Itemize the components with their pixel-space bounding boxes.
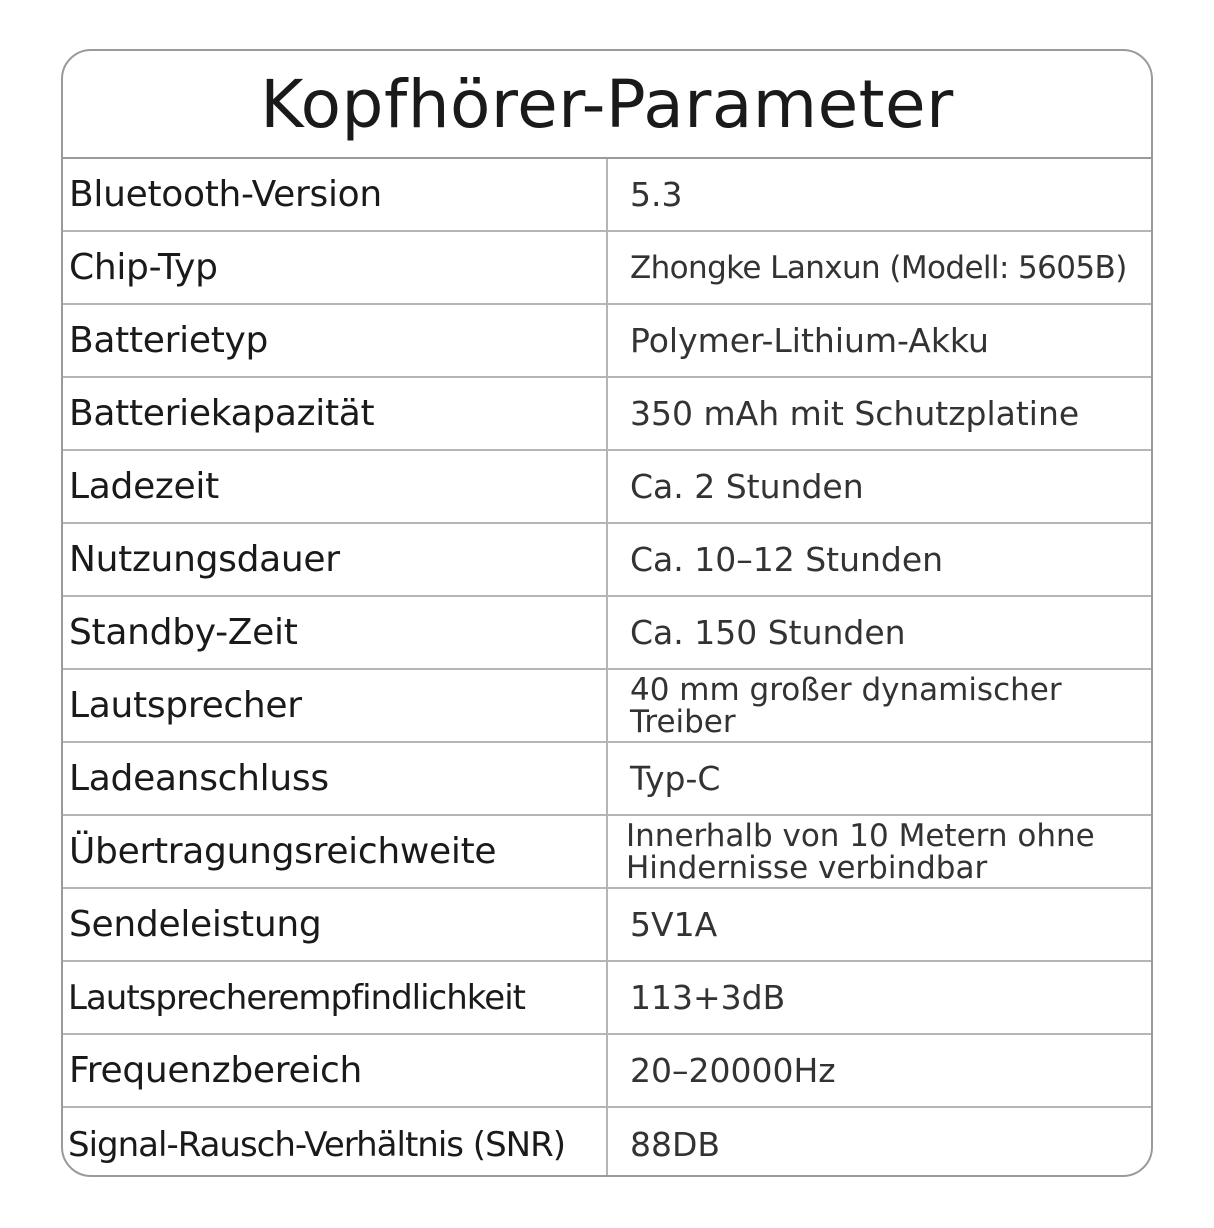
spec-row-standby-time: [63, 597, 1151, 670]
spec-row-battery-capacity: [63, 378, 1151, 451]
page-title: Kopfhörer-Parameter: [63, 51, 1151, 159]
spec-label: Bluetooth-Version: [63, 159, 608, 230]
spec-label: Nutzungsdauer: [63, 524, 608, 595]
spec-label: Chip-Typ: [63, 232, 608, 303]
spec-value: Typ-C: [630, 758, 721, 798]
spec-value: 113+3dB: [630, 977, 786, 1017]
spec-value: 350 mAh mit Schutzplatine: [630, 393, 1080, 433]
spec-value: Ca. 150 Stunden: [630, 612, 906, 652]
spec-value: 20–20000Hz: [630, 1050, 836, 1090]
spec-row-battery-type: [63, 305, 1151, 378]
spec-value: Polymer-Lithium-Akku: [630, 320, 989, 360]
spec-label: Lautsprecher: [63, 670, 608, 741]
spec-row-charging-port: [63, 743, 1151, 816]
spec-value: Ca. 10–12 Stunden: [630, 539, 944, 579]
spec-label: Standby-Zeit: [63, 597, 608, 668]
spec-value: 88DB: [630, 1124, 721, 1164]
spec-row-frequency-range: [63, 1035, 1151, 1108]
spec-card: [61, 49, 1153, 1177]
spec-label: Ladezeit: [63, 451, 608, 522]
spec-label: Sendeleistung: [63, 889, 608, 960]
spec-value: 5V1A: [630, 904, 718, 944]
spec-value: 5.3: [630, 174, 683, 214]
spec-row-speaker: [63, 670, 1151, 743]
spec-row-chip-type: [63, 232, 1151, 305]
spec-table: [63, 159, 1151, 1175]
spec-label: Lautsprecherempfindlichkeit: [63, 962, 608, 1033]
spec-row-usage-time: [63, 524, 1151, 597]
spec-row-speaker-sensitivity: [63, 962, 1151, 1035]
spec-row-transmission-range: [63, 816, 1151, 889]
spec-value: Zhongke Lanxun (Modell: 5605B): [630, 249, 1127, 286]
spec-row-snr: [63, 1108, 1151, 1177]
spec-value: Ca. 2 Stunden: [630, 466, 864, 506]
spec-row-bluetooth-version: [63, 159, 1151, 232]
spec-label: Ladeanschluss: [63, 743, 608, 814]
spec-row-transmit-power: [63, 889, 1151, 962]
spec-label: Batteriekapazität: [63, 378, 608, 449]
spec-row-charging-time: [63, 451, 1151, 524]
spec-label: Übertragungsreichweite: [63, 816, 608, 887]
spec-value: Innerhalb von 10 Metern ohne Hindernisse verbindbar: [626, 817, 1095, 886]
spec-label: Batterietyp: [63, 305, 608, 376]
spec-label: Frequenzbereich: [63, 1035, 608, 1106]
spec-label: Signal-Rausch-Verhältnis (SNR): [63, 1108, 608, 1177]
spec-value: 40 mm großer dynamischer Treiber: [630, 671, 1062, 740]
